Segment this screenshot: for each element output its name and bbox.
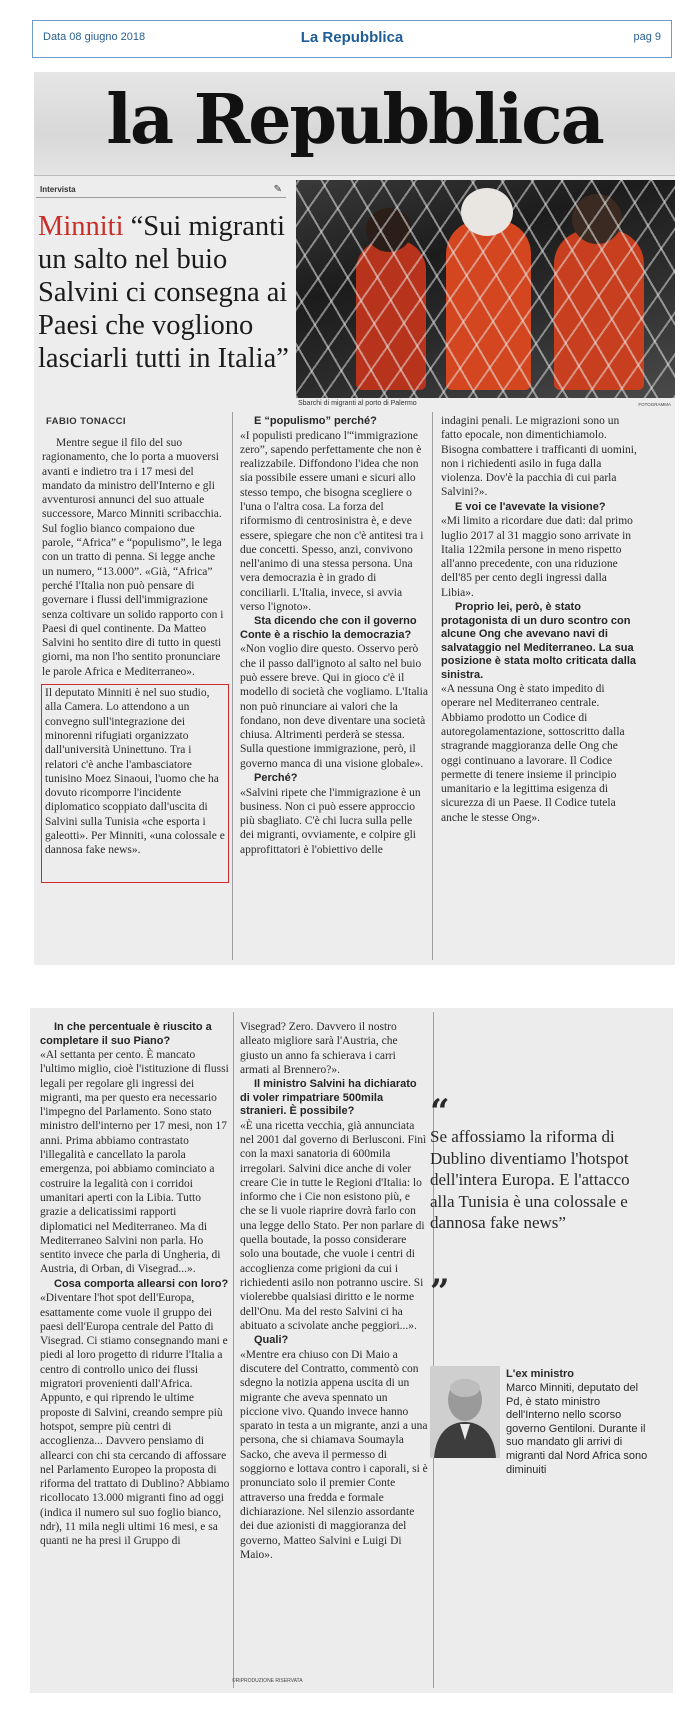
column-divider	[232, 412, 233, 960]
article-author: FABIO TONACCI	[46, 416, 126, 427]
answer: Visegrad? Zero. Davvero il nostro alleato migliore sarà l'Austria, che giusto un anno fa schierava i carri armati al Brennero?».	[240, 1021, 398, 1076]
photo-net	[296, 180, 675, 398]
question: Sta dicendo che con il governo Conte è a rischio la democrazia?	[240, 615, 417, 641]
question: Perché?	[254, 772, 298, 785]
question: In che percentuale è riuscito a completare il suo Piano?	[40, 1021, 212, 1047]
copyright-note: ©RIPRODUZIONE RISERVATA	[232, 1678, 303, 1684]
bio-text-upper	[506, 1382, 656, 1477]
column-2	[240, 1020, 428, 1562]
section-rubric	[36, 184, 286, 198]
column-divider	[432, 412, 433, 960]
pull-quote: Se affossiamo la riforma di Dublino diventiamo l'hotspot dell'intera Europa. E l'attacco alla Tunisia è una colossale e dannosa fake news”	[430, 1127, 630, 1232]
paragraph-boxed: Il deputato Minniti è nel suo studio, alla Camera. Lo attendono a un convegno sull'integrazione dei minorenni rifugiati organizzato dall'università Uninettuno. Tra i relatori c'è anche l'ambasciatore tunisino Moez Sinaoui, l'uomo che ha dovuto ricomporre l'incidente diplomatico scoppiato dall'uscita di Salvini sulla Tunisia «che esporta i galeotti». Per Minniti, «una colossale e dannosa fake news».	[45, 687, 225, 857]
open-quote-icon: “	[430, 1092, 450, 1132]
minniti-portrait	[430, 1366, 500, 1463]
answer: «Diventare l'hot spot dell'Europa, esattamente come vuole il gruppo dei paesi dell'Europa centrale del Patto di Visegrad. Ci stiamo consegnando mani e piedi al loro progetto di ridurre l'Italia a centro di controllo unico dei flussi migratori provenienti dall'Africa. Appunto, e qui riprendo le ultime proposte di Salvini, creando sempre più hotspot, sempre più centri di accoglienza... Davvero pensiamo di allearci con chi sta cercando di affossare nel Parlamento Europeo la proposta di riforma del trattato di Dublino? Abbiamo ricollocato 13.000 migranti fino ad oggi (indica il numero sul suo foglio bianco, ndr), 11 mila negli ultimi 16 mesi, e sa quanti ne ha presi il Gruppo di	[40, 1292, 230, 1548]
bio-title: L'ex ministro	[506, 1368, 575, 1380]
headline-name: Minniti	[38, 211, 124, 242]
header-publication: La Repubblica	[300, 29, 404, 46]
photo-credit: FOTOGRAMMA	[638, 402, 671, 407]
headline-text: “Sui migranti un salto nel buio Salvini ci consegna ai Paesi che vogliono lasciarli tutti in Italia”	[38, 211, 289, 374]
answer: indagini penali. Le migrazioni sono un fatto epocale, non dimentichiamolo. Bisogna combattere i trafficanti di uomini, non i richiedenti asilo in fuga dalla violenza. Dov'è la pacchia di cui parla Salvini?».	[441, 415, 637, 499]
article-headline	[38, 210, 296, 375]
column-3	[441, 414, 637, 825]
pen-icon: ✎	[273, 184, 282, 195]
paragraph: Mentre segue il filo del suo ragionamento, che lo porta a muoversi avanti e indietro tra i 17 mesi del mandato da ministro dell'Interno e gli avventurosi annunci del suo attuale successore, Marco Minniti scribacchia. Sul foglio bianco compaiono due parole, “Africa” e “populismo”, le lega con un tratto di penna. Si legge anche un numero, “13.000”. «Già, “Africa” perché l'Italia non può pensare di governare i flussi dell'immigrazione senza coltivare un solido rapporto con i Paesi di quel continente. Da Matteo Salvini ho sentito dire di tutto in questi giorni, ma non l'ho sentito pronunciare le parole Africa e Mediterraneo».	[42, 437, 224, 678]
answer: «È una ricetta vecchia, già annunciata nel 2001 dal governo di Berlusconi. Finì con la maxi sanatoria di 600mila irregolari. Salvini dice anche di voler creare Cie in tutte le Regioni d'Italia: lo informo che i Cie non esistono più, e che se li vuole riaprire dovrà farlo con una legge dello Stato. Per non parlare di quella boutade, la posso considerare solo una boutade, che vuole i centri di accoglienza come prigioni da cui i richiedenti asilo non potranno uscire. Si violerebbe qualsiasi diritto e le norme dell'Onu. Ma del resto Salvini ci ha abituato a scivolate anche peggiori...».	[240, 1119, 427, 1332]
masthead-logo-text: la Repubblica	[106, 80, 603, 160]
document-header	[32, 20, 672, 58]
article-clipping-top	[34, 72, 675, 965]
answer: «Salvini ripete che l'immigrazione è un business. Non ci può essere approccio più sbagliato. C'è chi lucra sulla pelle dei migranti, ovviamente, e colpire gli approfittatori è l'obiettivo delle	[240, 786, 421, 856]
article-clipping-bottom	[30, 1008, 673, 1693]
question: E voi ce l'avevate la visione?	[455, 500, 606, 513]
highlight-box	[41, 684, 229, 883]
question: Proprio lei, però, è stato protagonista di un duro scontro con alcune Ong che avevano navi di salvataggio nel Mediterraneo. La sua posizione è stata molto criticata dalla sinistra.	[441, 601, 636, 681]
header-date: Data 08 giugno 2018	[43, 31, 146, 43]
header-page-number: pag 9	[633, 31, 661, 43]
answer: «Mentre era chiuso con Di Maio a discutere del Contratto, commentò con sdegno la notizia appena uscita di un migrante che aveva spennato un piccione vivo. Quando invece hanno sparato in testa a un migrante, anzi a una persona, che si chiamava Soumayla Sacko, che aveva il permesso di soggiorno e lottava contro i caporali, si è pronunciato solo il premier Conte attraverso una fredda e formale dichiarazione. Nel silenzio assordante dei due azionisti di maggioranza del governo, Matteo Salvini e Luigi Di Maio».	[240, 1348, 428, 1561]
close-quote-icon: ”	[430, 1272, 450, 1312]
newspaper-masthead	[34, 72, 675, 176]
answer: «I populisti predicano l'“immigrazione zero”, sapendo perfettamente che non è realizzabile. Diffondono l'idea che non sia possibile essere umani e sicuri allo stesso tempo, che bisogna scegliere o l'una o l'altra cosa. La forza del riformismo di centrosinistra è, e deve essere, spiegare che non c'è antitesi tra i due concetti. Spesso, anzi, convivono nell'animo di una stessa persona. Una vera democrazia è in grado di conciliarli. L'Italia, invece, si avvia verso l'ignoto».	[240, 429, 424, 614]
answer: «A nessuna Ong è stato impedito di operare nel Mediterraneo centrale. Abbiamo prodotto un Codice di autoregolamentazione, sottoscritto dalla stragrande maggioranza delle Ong che oggi continuano a lavorare. Il Codice permette di tenere insieme il principio umanitario e la legittima esigenza di sicurezza di un Paese. Il Codice tutela anche le stesse Ong».	[441, 683, 625, 824]
photo-caption: Sbarchi di migranti al porto di Palermo	[298, 400, 417, 407]
answer: «Mi limito a ricordare due dati: dal primo luglio 2017 al 31 maggio sono arrivate in Italia 122mila persone in meno rispetto all'anno precedente, con una riduzione dell'85 per cento degli ingressi dalla Libia».	[441, 515, 633, 599]
question: Quali?	[254, 1334, 289, 1347]
column-2	[240, 414, 428, 857]
answer: «Non voglio dire questo. Osservo però che il passo dall'ignoto al salto nel buio può essere breve. Qui in gioco c'è il modello di società che vogliamo. L'Italia non può rinunciare ai valori che la fondano, non deve diventare una società chiusa. Altrimenti perderà se stessa. Sulla questione immigrazione, però, il governo manca di una visione globale».	[240, 643, 428, 770]
bio-text: Marco Minniti, deputato del Pd, è stato ministro dell'Interno nello scorso governo Gentiloni. Durante il suo mandato gli arrivi di migranti dal Nord Africa sono diminuiti	[506, 1382, 648, 1476]
question: Cosa comporta allearsi con loro?	[54, 1277, 229, 1290]
question: E “populismo” perché?	[254, 415, 377, 427]
migrants-photo	[296, 180, 675, 398]
rubric-label: Intervista	[40, 185, 76, 194]
bio-box	[506, 1368, 656, 1382]
question: Il ministro Salvini ha dichiarato di voler rimpatriare 500mila stranieri. È possibile?	[240, 1078, 417, 1118]
column-1	[40, 1020, 230, 1549]
column-divider	[233, 1012, 234, 1688]
answer: «Al settanta per cento. È mancato l'ultimo miglio, cioè l'istituzione di flussi legali per regolare gli ingressi dei migranti, ma per questo era necessario l'impegno del Parlamento. Sono stato ministro dell'interno per 17 mesi, non 17 anni. Prima abbiamo contrastato l'illegalità e cancellato la parola emergenza, poi abbiamo cominciato a costruire la legalità con i corridoi umanitari aperti con la Libia. Tutto grazie a delicatissimi rapporti diplomatici nel Mediterraneo. Ma di Mediterraneo Salvini non parla. Ho sentito invece che parla di Ungheria, di Austria, di Orban, di Visegrad...».	[40, 1049, 229, 1276]
